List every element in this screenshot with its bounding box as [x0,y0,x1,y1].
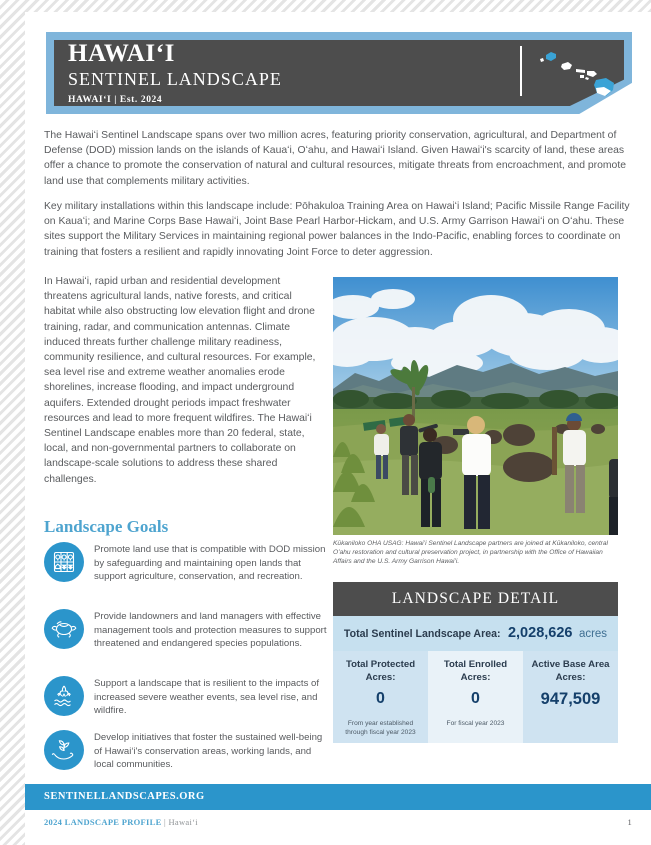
footer-website-bar [25,784,651,810]
footer-profile-label [44,817,198,827]
footer-meta [44,817,632,827]
stat-value: 947,509 [540,690,601,708]
detail-stat-columns [333,651,618,743]
wildfire-wave-resilience-icon [44,676,84,716]
footer-profile-year: 2024 LANDSCAPE PROFILE [44,817,162,827]
stat-active-base-area-acres [523,651,618,743]
stat-note: From year established through fiscal year 2023 [345,720,416,736]
intro-paragraph-2: Key military installations within this landscape include: Pōhakuloa Training Area on Hawaiʻi Island; Pacific Missile Range Facility on Kauaʻi; and Marine Corps Base Hawaiʻi, Joint Base Pearl Harbor-Hickam, and U.S. Army Garrison Hawaiʻi on Oʻahu. These sites support the Military Services in maintaining regional power balances in the Indo-Pacific, enabling forces to coordinate on training that fosters a resilient and rapidly innovating Joint Force to deter aggression. [44,201,630,258]
total-area-label: Total Sentinel Landscape Area: [343,628,501,640]
stat-label: Total Enrolled Acres: [443,659,508,683]
goal-text: Provide landowners and land managers with effective management tools and protection measures to support threatened and endangered species populations. [94,611,327,650]
page-title: HAWAIʻI [68,40,175,67]
document-header [46,32,632,114]
landscape-detail-panel [333,582,618,743]
goal-item [44,730,327,772]
document-page [25,12,651,845]
stat-label: Total Protected Acres: [345,659,416,683]
total-sentinel-landscape-area [333,616,618,651]
total-area-unit: acres [578,628,608,640]
page-number: 1 [627,817,632,827]
page-subtitle: SENTINEL LANDSCAPE [68,69,282,89]
sea-turtle-icon [44,609,84,649]
footer-website-label[interactable]: SENTINELLANDSCAPES.ORG [44,791,205,802]
goal-item [44,676,327,718]
footer-profile-sep: | [161,817,169,827]
goal-item [44,609,327,651]
intro-paragraph-3: In Hawaiʻi, rapid urban and residential development threatens agricultural lands, native forests, and critical habitat while also obstructing low elevation flight and drone training, radar, and communication antennas. Climate induced threats further challenge military readiness, community resilience, and cultural resources. For example, sea level rise and extreme weather anomalies erode shorelines, increase flooding, and impact underground aquifers. Extended drought periods impact freshwater resources and lead to more frequent wildfires. The Hawaiʻi Sentinel Landscape enables more than 20 federal, state, local, and non-governmental partners to collaborate on landscape-scale solutions to address these shared challenges. [44,276,316,485]
stat-total-protected-acres [333,651,428,743]
goal-text: Support a landscape that is resilient to the impacts of increased severe weather events, sea level rise, and wildfire. [94,678,320,717]
plant-in-hand-icon [44,730,84,770]
goal-item [44,542,327,584]
landscape-detail-heading: LANDSCAPE DETAIL [333,582,618,616]
stat-value: 0 [376,690,385,707]
photo-caption: Kūkaniloko OHA USAG: Hawaiʻi Sentinel Landscape partners are joined at Kūkaniloko, central Oʻahu restoration and cultural preservation project, in partnership with the Office of Hawaiian Affairs and the U.S. Army Garrison Hawaiʻi. [333,540,609,566]
land-use-grid-icon [44,542,84,582]
landscape-photo [333,277,618,535]
footer-profile-name: Hawaiʻi [168,817,198,827]
goal-text: Develop initiatives that foster the sustained well-being of Hawaiʻi's conservation areas, working lands, and local communities. [94,732,323,771]
total-area-value: 2,028,626 [507,625,573,641]
header-text-block [68,40,282,105]
stat-note: For fiscal year 2023 [446,720,505,727]
header-divider [520,46,522,96]
stat-total-enrolled-acres [428,651,523,743]
hawaii-islands-map-icon [538,44,624,100]
header-meta: HAWAIʻI | Est. 2024 [68,94,163,105]
intro-paragraph-1: The Hawaiʻi Sentinel Landscape spans over two million acres, featuring priority conservation, agricultural, and Department of Defense (DOD) mission lands on the islands of Kauaʻi, Oʻahu, and Hawaiʻi Island. Given Hawaiʻi's scarcity of land, these areas offer a chance to promote the conservation of natural and cultural resources, mitigate threats from encroachment, and promote land use that complements military activities. [44,130,626,187]
stat-value: 0 [471,690,480,707]
goal-text: Promote land use that is compatible with DOD mission by safeguarding and maintaining open lands that support agriculture, conservation, and recreation. [94,544,326,583]
landscape-goals-heading: Landscape Goals [44,517,169,536]
stat-label: Active Base Area Acres: [531,659,610,683]
